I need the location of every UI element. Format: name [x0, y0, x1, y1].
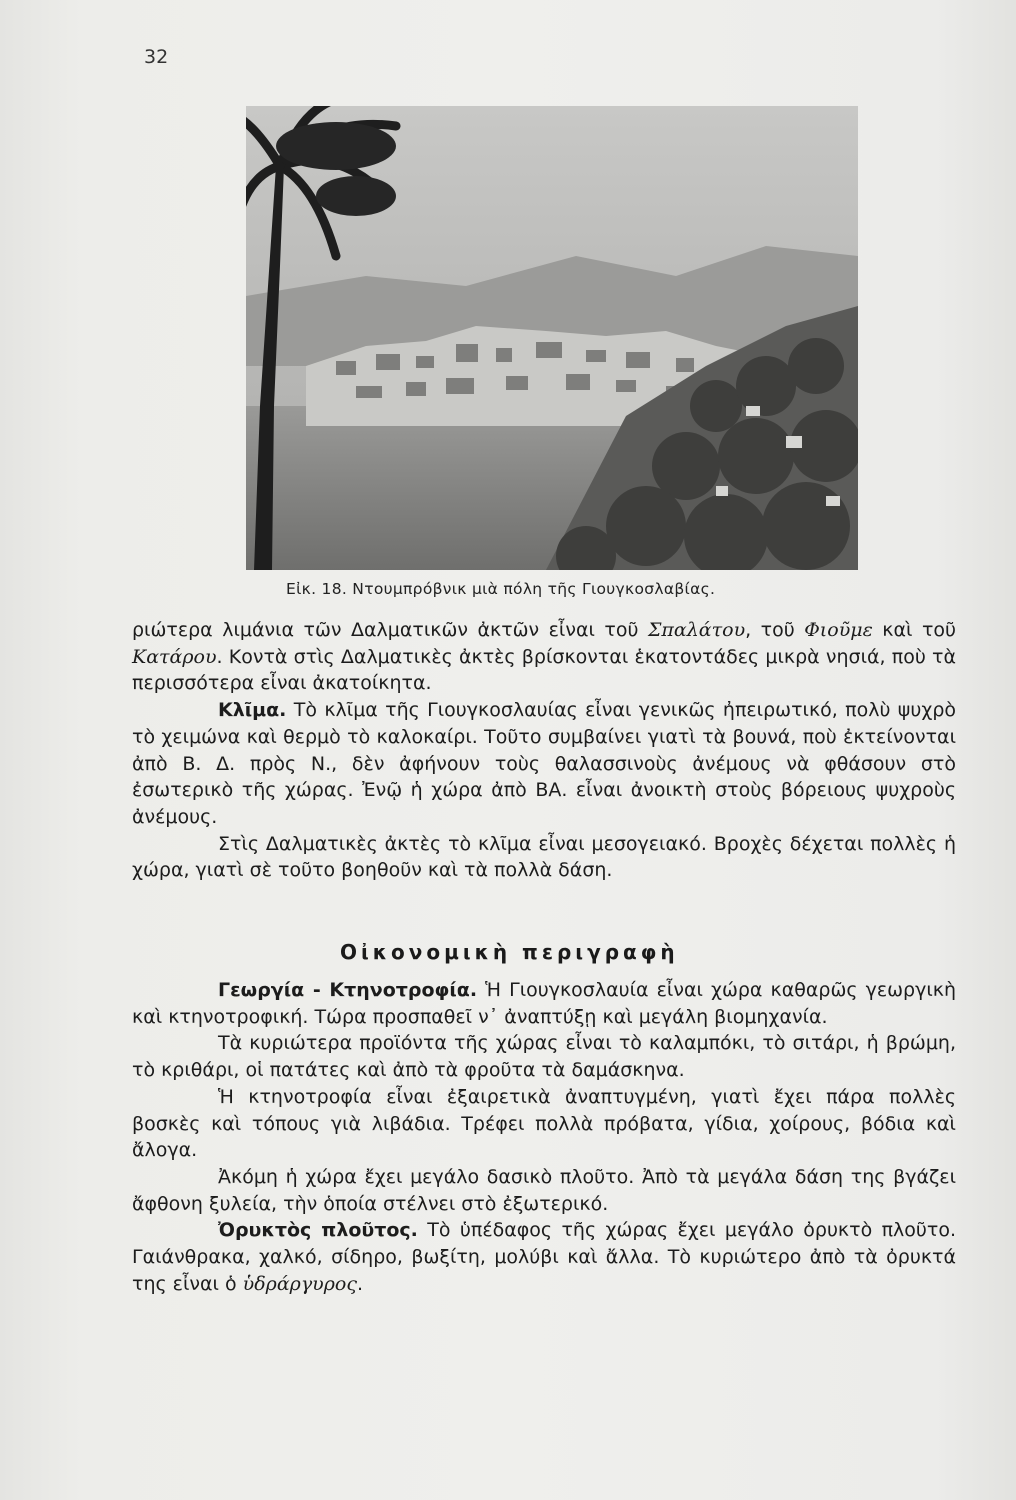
paragraph-economy [132, 977, 956, 1297]
forest-text: Ἀκόμη ἡ χώρα ἔχει μεγάλο δασικὸ πλοῦτο. Ἀπὸ τὰ μεγάλα δάση της βγάζει ἄφθονη ξυλεία, τὴν ὁποία στέλνει στὸ ἐξωτερικό. [132, 1165, 956, 1215]
minerals-title: Ὀρυκτὸς πλοῦτος. [218, 1219, 418, 1242]
kotor-name: Κατάρου [132, 645, 217, 668]
products-text: Τὰ κυριώτερα προϊόντα τῆς χώρας εἶναι τὸ καλαμπόκι, τὸ σιτάρι, ἡ βρώμη, τὸ κριθάρι, οἱ πατάτες καὶ ἀπὸ τὰ φροῦτα τὰ δαμάσκηνα. [132, 1032, 956, 1082]
paragraph-ports [132, 617, 956, 884]
minerals-end: . [356, 1272, 364, 1295]
dubrovnik-photo-illustration [246, 106, 858, 570]
klima-title: Κλῖμα. [218, 699, 287, 722]
minerals-text: Τὸ ὑπέδαφος τῆς χώρας ἔχει μεγάλο ὀρυκτὸ πλοῦτο. Γαιάνθρακα, χαλκό, σίδηρο, βωξίτη, μολύβι καὶ ἄλλα. Τὸ κυριώτερο ἀπὸ τὰ ὀρυκτά της εἶναι ὁ [132, 1219, 956, 1295]
klima-text: Τὸ κλῖμα τῆς Γιουγκοσλαυίας εἶναι γενικῶς ἠπειρωτικό, πολὺ ψυχρὸ τὸ χειμώνα καὶ θερμὸ τὸ καλοκαίρι. Τοῦτο συμβαίνει γιατὶ τὰ βουνά, ποὺ ἐκτείνονται ἀπὸ Β. Δ. πρὸς Ν., δὲν ἀφήνουν τοὺς θαλασσινοὺς ἀνέμους νὰ φθάσουν στὸ ἐσωτερικὸ τῆς χώρας. Ἐνῷ ἡ χώρα ἀπὸ ΒΑ. εἶναι ἀνοικτὴ στοὺς βόρειους ψυχροὺς ἀνέμους. [132, 699, 956, 828]
livestock-text: Ἡ κτηνοτροφία εἶναι ἐξαιρετικὰ ἀναπτυγμένη, γιατὶ ἔχει πάρα πολλὲς βοσκὲς καὶ τόπους γιὰ λιβάδια. Τρέφει πολλὰ πρόβατα, γίδια, χοίρους, βόδια καὶ ἄλογα. [132, 1085, 956, 1162]
klima-text-2: Στὶς Δαλματικὲς ἀκτὲς τὸ κλῖμα εἶναι μεσογειακό. Βροχὲς δέχεται πολλὲς ἡ χώρα, γιατὶ σὲ τοῦτο βοηθοῦν καὶ τὰ πολλὰ δάση. [132, 832, 956, 882]
georgia-title: Γεωργία - Κτηνοτροφία. [218, 979, 478, 1001]
photo-caption: Εἰκ. 18. Ντουμπρόβνικ μιὰ πόλη τῆς Γιουγκοσλαβίας. [286, 580, 716, 598]
ports-text-3: καὶ τοῦ [872, 619, 957, 641]
ports-text-2: , τοῦ [745, 619, 805, 641]
page-number: 32 [144, 46, 169, 68]
mercury-word: ὑδράργυρος [242, 1272, 357, 1295]
split-name: Σπαλάτου [648, 619, 746, 641]
ports-text-1: ριώτερα λιμάνια τῶν Δαλματικῶν ἀκτῶν εἶναι τοῦ [132, 619, 648, 641]
dubrovnik-photo [246, 106, 858, 570]
section-heading: Οἰκονομικὴ περιγραφὴ [340, 940, 679, 964]
fiume-name: Φιοῦμε [804, 619, 873, 641]
georgia-text: Ἡ Γιουγκοσλαυία εἶναι χώρα καθαρῶς γεωργικὴ καὶ κτηνοτροφική. Τώρα προσπαθεῖ ν᾽ ἀναπτύξῃ καὶ μεγάλη βιομηχανία. [132, 979, 956, 1028]
ports-text-4: . Κοντὰ στὶς Δαλματικὲς ἀκτὲς βρίσκονται ἑκατοντάδες μικρὰ νησιά, ποὺ τὰ περισσότερα εἶναι ἀκατοίκητα. [132, 645, 956, 695]
